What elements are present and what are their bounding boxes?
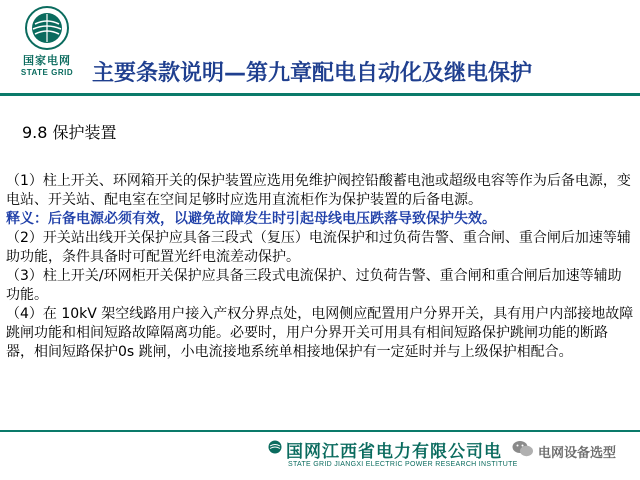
state-grid-logo xyxy=(10,6,84,88)
footer-org-name-en: STATE GRID JIANGXI ELECTRIC POWER RESEARCH INSTITUTE xyxy=(288,461,518,468)
paragraph-2: （2）开关站出线开关保护应具备三段式（复压）电流保护和过负荷告警、重合闸、重合闸后加速等辅助功能，条件具备时可配置光纤电流差动保护。 xyxy=(6,230,631,265)
footer-divider xyxy=(0,430,640,432)
paragraph-3: （3）柱上开关/环网柜开关保护应具备三段式电流保护、过负荷告警、重合闸和重合闸后加速等辅助功能。 xyxy=(6,268,622,303)
paragraph-4: （4）在 10kV 架空线路用户接入产权分界点处，电网侧应配置用户分界开关，具有用户内部接地故障跳闸功能和相间短路故障隔离功能。必要时，用户分界开关可用具有相间短路保护跳闸功能的断路器，相间短路保护0s 跳闸，小电流接地系统单相接地保护有一定延时并与上级保护相配合。 xyxy=(6,306,634,360)
section-heading: 9.8 保护装置 xyxy=(22,123,117,142)
logo-name-en: STATE GRID xyxy=(20,68,74,77)
watermark-text: 电网设备选型 xyxy=(538,446,617,461)
page-title: 主要条款说明—第九章配电自动化及继电保护 xyxy=(92,61,533,86)
logo-name-cn: 国家电网 xyxy=(23,54,71,67)
state-grid-emblem-icon xyxy=(25,6,69,50)
title-divider xyxy=(0,93,640,96)
paragraph-1: （1）柱上开关、环网箱开关的保护装置应选用免维护阀控铅酸蓄电池或超级电容等作为后备电源，变电站、开关站、配电室在空间足够时应选用直流柜作为保护装置的后备电源。 xyxy=(6,173,631,208)
body-content xyxy=(6,172,634,362)
explanation-note: 释义：后备电源必须有效，以避免故障发生时引起母线电压跌落导致保护失效。 xyxy=(6,211,496,227)
footer-emblem-icon xyxy=(268,440,282,454)
wechat-icon xyxy=(512,440,534,458)
footer-org-name: 国网江西省电力有限公司电 xyxy=(286,442,502,462)
